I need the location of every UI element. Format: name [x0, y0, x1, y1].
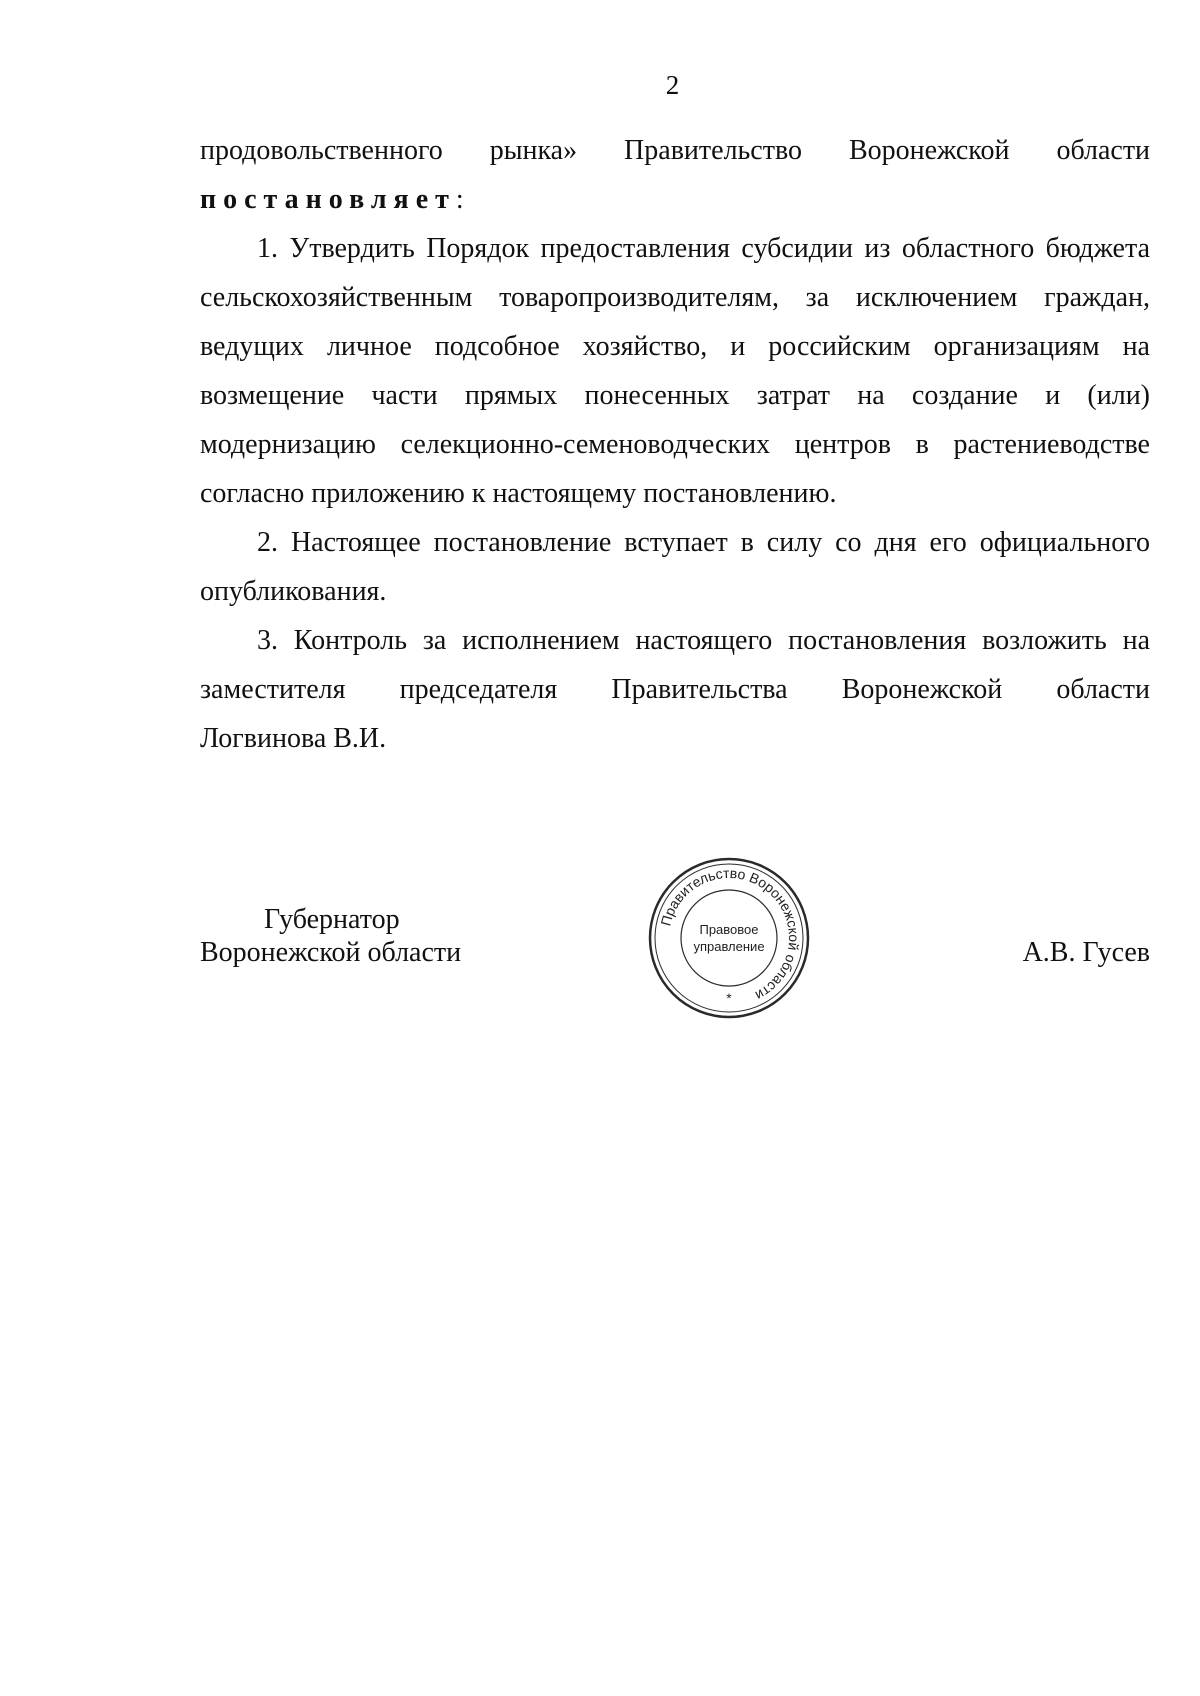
page-number: 2 — [665, 70, 680, 100]
stamp-star: * — [726, 990, 732, 1006]
signature-title-line: Воронежской области — [200, 937, 462, 968]
item-2-line: 2. Настоящее постановление вступает в силу со дня его официального — [257, 527, 1150, 558]
item-3-line: заместителя председателя Правительства Воронежской области — [200, 674, 1150, 705]
intro-word: Правительство — [624, 135, 802, 166]
item-1-line: сельскохозяйственным товаропроизводителям, за исключением граждан, — [200, 282, 1150, 313]
intro-line — [200, 126, 1150, 175]
item-2-line: опубликования. — [200, 576, 387, 607]
item-1-line: модернизацию селекционно-семеноводческих центров в растениеводстве — [200, 429, 1150, 460]
item-3-line: 3. Контроль за исполнением настоящего постановления возложить на — [257, 625, 1150, 656]
stamp-center-line: управление — [693, 939, 765, 954]
document-body — [200, 126, 1150, 763]
signature-title — [200, 903, 461, 969]
signature-title-line: Губернатор — [264, 904, 400, 935]
intro-word: рынка» — [489, 135, 578, 166]
intro-word: продовольственного — [200, 135, 443, 166]
item-3-line: Логвинова В.И. — [200, 723, 387, 754]
intro-word: Воронежской — [848, 135, 1010, 166]
item-1-line: возмещение части прямых понесенных затрат на создание и (или) — [200, 380, 1150, 411]
decree-colon: : — [455, 184, 464, 215]
item-1-line: 1. Утвердить Порядок предоставления субсидии из областного бюджета — [257, 233, 1150, 264]
decree-line — [200, 175, 1150, 224]
stamp-ring-text: Правительство Воронежской области — [657, 864, 803, 1005]
official-stamp — [648, 857, 810, 1019]
item-1-line: согласно приложению к настоящему постановлению. — [200, 478, 837, 509]
decree-word: постановляет — [200, 184, 456, 215]
stamp-center-line: Правовое — [699, 922, 759, 937]
intro-word: области — [1056, 135, 1151, 166]
item-1-line: ведущих личное подсобное хозяйство, и российским организациям на — [200, 331, 1150, 362]
signer-name: А.В. Гусев — [1022, 937, 1150, 968]
